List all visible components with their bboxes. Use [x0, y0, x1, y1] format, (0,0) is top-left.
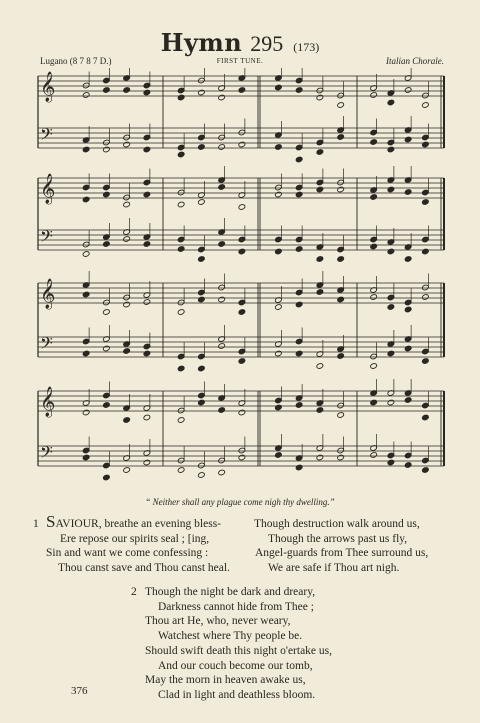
verse-1-initial: S — [46, 512, 56, 531]
note-head — [404, 345, 412, 352]
note-head — [143, 191, 151, 198]
note-head — [103, 402, 111, 409]
note-head — [238, 204, 246, 211]
note-head — [316, 407, 324, 414]
verse-1-line-6: Though the arrows past us fly, — [268, 533, 408, 545]
note-head — [387, 304, 395, 311]
note-head — [82, 291, 90, 298]
note-head — [103, 241, 111, 248]
note-head — [103, 87, 111, 94]
note-head — [198, 199, 206, 206]
note-head — [316, 363, 324, 370]
verse-2-line-7: May the morn in heaven awake us, — [145, 674, 306, 686]
note-head — [218, 469, 226, 476]
note-head — [404, 462, 412, 469]
note-head — [295, 350, 303, 357]
bass-clef: 𝄢 — [40, 333, 53, 357]
note-head — [422, 102, 430, 109]
note-head — [295, 464, 303, 471]
note-head — [295, 246, 303, 253]
note-head — [198, 144, 206, 151]
note-head — [370, 452, 378, 459]
note-head — [82, 409, 90, 416]
verse-1-line-7: Angel-guards from Thee surround us, — [255, 547, 429, 559]
bass-clef: 𝄢 — [40, 226, 53, 250]
treble-clef: 𝄞 — [40, 387, 56, 417]
note-head — [238, 248, 246, 255]
note-head — [103, 191, 111, 198]
note-head — [238, 358, 246, 365]
note-head — [275, 404, 283, 411]
note-head — [337, 412, 345, 419]
note-head — [198, 89, 206, 96]
note-head — [422, 414, 430, 421]
hymn-word: Hymn — [160, 28, 243, 57]
verse-2-number: 2 — [131, 586, 137, 598]
note-head — [295, 301, 303, 308]
note-head — [422, 294, 430, 301]
note-head — [275, 84, 283, 91]
note-head — [123, 236, 131, 243]
verse-1-line-8: We are safe if Thou art nigh. — [268, 562, 400, 574]
note-head — [123, 467, 131, 474]
bass-clef: 𝄢 — [40, 442, 53, 466]
verse-1-line-5: Though destruction walk around us, — [254, 518, 420, 530]
note-head — [275, 144, 283, 151]
note-head — [387, 459, 395, 466]
note-head — [218, 407, 226, 414]
note-head — [238, 454, 246, 461]
note-head — [103, 309, 111, 316]
note-head — [198, 296, 206, 303]
verse-1-line-3: Sin and want we come confessing : — [46, 547, 209, 559]
verse-2-line-8: Clad in light and deathless bloom. — [158, 689, 316, 701]
note-head — [404, 256, 412, 263]
note-head — [316, 149, 324, 156]
note-head — [238, 141, 246, 148]
note-head — [295, 87, 303, 94]
note-head — [316, 454, 324, 461]
verse-2-line-6: And our couch become our tomb, — [158, 660, 313, 672]
note-head — [177, 365, 185, 372]
note-head — [82, 350, 90, 357]
note-head — [123, 201, 131, 208]
tune-name: Lugano (8 7 8 7 D.) — [40, 56, 112, 66]
note-head — [82, 251, 90, 258]
verse-2-line-4: Watchest where Thy people be. — [158, 630, 303, 642]
note-head — [218, 94, 226, 101]
note-head — [387, 99, 395, 106]
note-head — [337, 134, 345, 141]
note-head — [218, 343, 226, 350]
note-head — [316, 289, 324, 296]
note-head — [82, 454, 90, 461]
note-head — [370, 294, 378, 301]
note-head — [316, 186, 324, 193]
note-head — [370, 92, 378, 99]
note-head — [177, 417, 185, 424]
note-head — [337, 353, 345, 360]
verse-1-line-4: Thou canst save and Thou canst heal. — [58, 562, 230, 574]
hymn-alt-number: (173) — [293, 40, 320, 54]
note-head — [143, 459, 151, 466]
note-head — [387, 146, 395, 153]
note-head — [123, 141, 131, 148]
note-head — [275, 191, 283, 198]
note-head — [103, 146, 111, 153]
note-head — [370, 194, 378, 201]
note-head — [198, 399, 206, 406]
note-head — [295, 191, 303, 198]
note-head — [404, 87, 412, 94]
note-head — [238, 409, 246, 416]
note-head — [218, 296, 226, 303]
bass-clef: 𝄢 — [40, 124, 53, 148]
note-head — [123, 417, 131, 424]
note-head — [123, 348, 131, 355]
note-head — [82, 196, 90, 203]
note-head — [422, 199, 430, 206]
verse-2-line-5: Should swift death this night o'ertake us, — [145, 645, 333, 657]
note-head — [404, 189, 412, 196]
note-head — [337, 102, 345, 109]
note-head — [387, 186, 395, 193]
note-head — [422, 467, 430, 474]
note-head — [218, 184, 226, 191]
note-head — [422, 141, 430, 148]
note-head — [316, 94, 324, 101]
verse-1-number: 1 — [33, 518, 39, 530]
note-head — [387, 350, 395, 357]
note-head — [404, 306, 412, 313]
music-score — [0, 68, 480, 488]
verse-2-line-1: Though the night be dark and dreary, — [145, 586, 316, 598]
note-head — [218, 144, 226, 151]
note-head — [123, 87, 131, 94]
note-head — [198, 365, 206, 372]
note-head — [238, 87, 246, 94]
note-head — [123, 301, 131, 308]
note-head — [177, 201, 185, 208]
hymn-title — [0, 28, 480, 57]
note-head — [295, 402, 303, 409]
note-head — [316, 256, 324, 263]
note-head — [337, 256, 345, 263]
note-head — [103, 345, 111, 352]
note-head — [218, 241, 226, 248]
verse-1-line-1: SAVIOUR, breathe an evening bless- — [46, 512, 222, 531]
note-head — [177, 467, 185, 474]
note-head — [143, 241, 151, 248]
note-head — [370, 243, 378, 250]
note-head — [275, 248, 283, 255]
note-head — [82, 92, 90, 99]
treble-clef: 𝄞 — [40, 279, 56, 309]
note-head — [404, 136, 412, 143]
note-head — [387, 399, 395, 406]
note-head — [370, 363, 378, 370]
note-head — [143, 299, 151, 306]
note-head — [143, 350, 151, 357]
note-head — [177, 94, 185, 101]
note-head — [295, 156, 303, 163]
note-head — [143, 146, 151, 153]
treble-clef: 𝄞 — [40, 72, 56, 102]
note-head — [337, 454, 345, 461]
scripture-caption: “ Neither shall any plague come nigh thy dwelling.” — [145, 497, 335, 507]
note-head — [370, 399, 378, 406]
note-head — [404, 397, 412, 404]
note-head — [387, 248, 395, 255]
note-head — [198, 472, 206, 479]
note-head — [275, 304, 283, 311]
note-head — [103, 474, 111, 481]
note-head — [82, 146, 90, 153]
verse-1-line-2: Ere repose our spirits seal ; [ing, — [60, 533, 210, 545]
note-head — [238, 309, 246, 316]
note-head — [177, 309, 185, 316]
note-head — [422, 358, 430, 365]
tune-label: FIRST TUNE. — [216, 57, 264, 65]
note-head — [177, 151, 185, 158]
verse-2-line-3: Thou art He, who, never weary, — [145, 615, 291, 627]
note-head — [422, 248, 430, 255]
note-head — [275, 350, 283, 357]
treble-clef: 𝄞 — [40, 174, 56, 204]
verse-2-line-2: Darkness cannot hide from Thee ; — [158, 601, 314, 613]
note-head — [177, 246, 185, 253]
note-head — [275, 452, 283, 459]
hymn-number: 295 — [250, 31, 284, 56]
note-head — [143, 89, 151, 96]
tune-source: Italian Chorale. — [386, 56, 444, 66]
page-number: 376 — [71, 685, 88, 697]
note-head — [370, 139, 378, 146]
note-head — [337, 296, 345, 303]
note-head — [337, 186, 345, 193]
note-head — [143, 414, 151, 421]
note-head — [198, 256, 206, 263]
